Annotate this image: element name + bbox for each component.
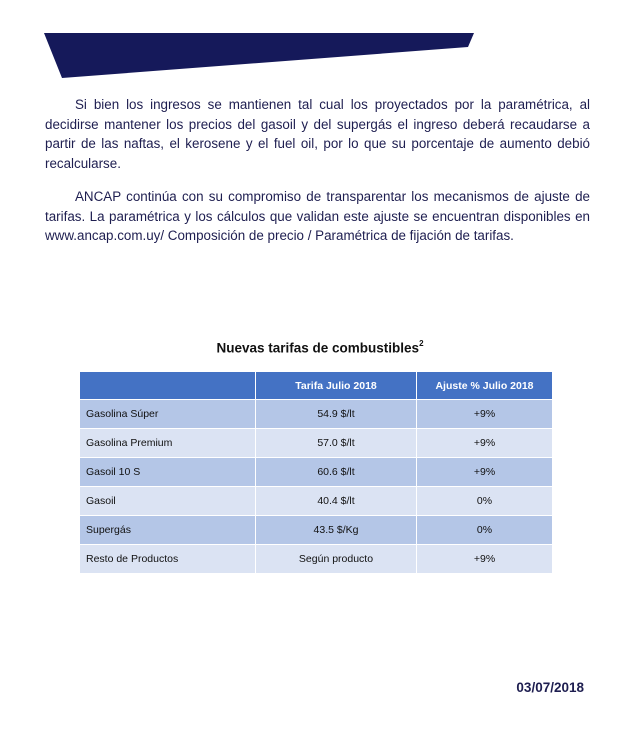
ajuste-cell: 0% — [417, 487, 553, 516]
product-cell: Resto de Productos — [80, 545, 256, 574]
intro-paragraph: Si bien los ingresos se mantienen tal cual los proyectados por la paramétrica, al decidirse mantener los precios del gasoil y del supergás el ingreso deberá recaudarse a partir de las naftas, el kerosene y el fuel oil, por lo que su porcentaje de aumento debió recalcularse. — [45, 97, 590, 171]
tarifa-cell: Según producto — [256, 545, 417, 574]
table-row — [80, 487, 552, 516]
table-row — [80, 400, 552, 429]
table-title — [0, 340, 640, 356]
table-row — [80, 458, 552, 487]
table-row — [80, 516, 552, 545]
table-row — [80, 545, 552, 574]
table-title-footnote: 2 — [419, 339, 424, 348]
header-banner — [44, 33, 474, 78]
header-product — [80, 372, 256, 400]
tarifa-cell: 57.0 $/lt — [256, 429, 417, 458]
header-tarifa: Tarifa Julio 2018 — [256, 372, 417, 400]
table-row — [80, 429, 552, 458]
transparency-paragraph: ANCAP continúa con su compromiso de transparentar los mecanismos de ajuste de tarifas. La paramétrica y los cálculos que validan este ajuste se encuentran disponibles en www.ancap.com.uy/ Composición de precio / Paramétrica de fijación de tarifas. — [45, 189, 590, 243]
ajuste-cell: +9% — [417, 458, 553, 487]
product-cell: Gasoil — [80, 487, 256, 516]
tarifa-cell: 43.5 $/Kg — [256, 516, 417, 545]
ajuste-cell: +9% — [417, 400, 553, 429]
tarifa-cell: 54.9 $/lt — [256, 400, 417, 429]
fuel-tariff-table — [80, 372, 552, 573]
ajuste-cell: 0% — [417, 516, 553, 545]
tarifa-cell: 40.4 $/lt — [256, 487, 417, 516]
document-date: 03/07/2018 — [516, 680, 584, 695]
product-cell: Gasolina Súper — [80, 400, 256, 429]
header-ajuste: Ajuste % Julio 2018 — [417, 372, 553, 400]
table-title-text: Nuevas tarifas de combustibles — [216, 340, 420, 356]
table-header-row — [80, 372, 552, 400]
product-cell: Gasoil 10 S — [80, 458, 256, 487]
tarifa-cell: 60.6 $/lt — [256, 458, 417, 487]
ajuste-cell: +9% — [417, 429, 553, 458]
product-cell: Supergás — [80, 516, 256, 545]
ajuste-cell: +9% — [417, 545, 553, 574]
product-cell: Gasolina Premium — [80, 429, 256, 458]
